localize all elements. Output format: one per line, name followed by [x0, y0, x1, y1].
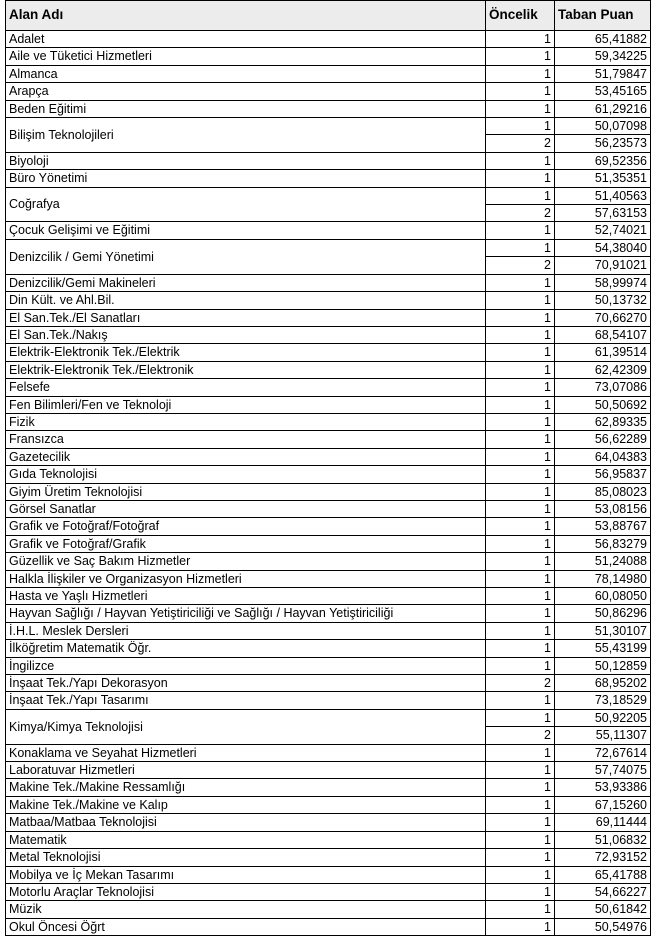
table-row — [6, 570, 651, 587]
header-row — [6, 1, 651, 31]
base-score-cell: 51,06832 — [555, 831, 651, 848]
priority-cell: 1 — [486, 657, 555, 674]
priority-cell: 1 — [486, 413, 555, 430]
table-row — [6, 118, 651, 135]
table-row — [6, 326, 651, 343]
base-score-cell: 58,99974 — [555, 274, 651, 291]
field-name-cell: Fransızca — [6, 431, 486, 448]
priority-cell: 1 — [486, 31, 555, 48]
priority-cell: 1 — [486, 535, 555, 552]
table-row — [6, 361, 651, 378]
table-row — [6, 692, 651, 709]
priority-cell: 1 — [486, 901, 555, 918]
table-row — [6, 605, 651, 622]
field-name-cell: Felsefe — [6, 379, 486, 396]
table-row — [6, 31, 651, 48]
priority-cell: 1 — [486, 344, 555, 361]
priority-cell: 1 — [486, 518, 555, 535]
base-score-cell: 61,29216 — [555, 100, 651, 117]
priority-cell: 2 — [486, 135, 555, 152]
base-score-cell: 50,13732 — [555, 292, 651, 309]
base-score-cell: 55,11307 — [555, 727, 651, 744]
base-score-cell: 72,93152 — [555, 849, 651, 866]
field-name-cell: İnşaat Tek./Yapı Dekorasyon — [6, 675, 486, 692]
base-score-cell: 70,91021 — [555, 257, 651, 274]
priority-cell: 1 — [486, 274, 555, 291]
base-score-cell: 62,89335 — [555, 413, 651, 430]
table-row — [6, 796, 651, 813]
base-score-cell: 52,74021 — [555, 222, 651, 239]
priority-cell: 1 — [486, 361, 555, 378]
field-name-cell: Kimya/Kimya Teknolojisi — [6, 709, 486, 744]
priority-cell: 1 — [486, 692, 555, 709]
priority-cell: 1 — [486, 100, 555, 117]
field-name-cell: Motorlu Araçlar Teknolojisi — [6, 883, 486, 900]
table-row — [6, 901, 651, 918]
field-name-cell: Konaklama ve Seyahat Hizmetleri — [6, 744, 486, 761]
header-priority: Öncelik — [486, 1, 555, 31]
priority-cell: 1 — [486, 831, 555, 848]
base-score-cell: 68,54107 — [555, 326, 651, 343]
table-row — [6, 379, 651, 396]
table-row — [6, 483, 651, 500]
field-name-cell: Denizcilik/Gemi Makineleri — [6, 274, 486, 291]
priority-cell: 1 — [486, 65, 555, 82]
field-name-cell: Aile ve Tüketici Hizmetleri — [6, 48, 486, 65]
field-name-cell: Coğrafya — [6, 187, 486, 222]
field-name-cell: Laboratuvar Hizmetleri — [6, 762, 486, 779]
base-score-cell: 53,93386 — [555, 779, 651, 796]
base-score-cell: 57,74075 — [555, 762, 651, 779]
table-row — [6, 814, 651, 831]
field-name-cell: Elektrik-Elektronik Tek./Elektrik — [6, 344, 486, 361]
priority-cell: 1 — [486, 483, 555, 500]
priority-cell: 2 — [486, 675, 555, 692]
table-row — [6, 500, 651, 517]
priority-cell: 1 — [486, 622, 555, 639]
table-row — [6, 187, 651, 204]
field-name-cell: El San.Tek./El Sanatları — [6, 309, 486, 326]
field-name-cell: Fizik — [6, 413, 486, 430]
priority-cell: 1 — [486, 605, 555, 622]
priority-cell: 1 — [486, 466, 555, 483]
table-row — [6, 866, 651, 883]
base-score-cell: 53,08156 — [555, 500, 651, 517]
table-row — [6, 831, 651, 848]
table-row — [6, 413, 651, 430]
table-row — [6, 222, 651, 239]
field-name-cell: Biyoloji — [6, 152, 486, 169]
field-name-cell: Grafik ve Fotoğraf/Grafik — [6, 535, 486, 552]
field-name-cell: Halkla İlişkiler ve Organizasyon Hizmetleri — [6, 570, 486, 587]
table-row — [6, 535, 651, 552]
base-score-cell: 56,23573 — [555, 135, 651, 152]
table-row — [6, 518, 651, 535]
field-name-cell: Matbaa/Matbaa Teknolojisi — [6, 814, 486, 831]
table-row — [6, 640, 651, 657]
table-row — [6, 448, 651, 465]
base-score-cell: 51,40563 — [555, 187, 651, 204]
table-row — [6, 292, 651, 309]
field-name-cell: Hayvan Sağlığı / Hayvan Yetiştiriciliği ve Sağlığı / Hayvan Yetiştiriciliği — [6, 605, 486, 622]
table-row — [6, 274, 651, 291]
base-score-cell: 53,88767 — [555, 518, 651, 535]
priority-cell: 1 — [486, 170, 555, 187]
priority-cell: 1 — [486, 239, 555, 256]
priority-cell: 1 — [486, 448, 555, 465]
priority-cell: 1 — [486, 500, 555, 517]
base-score-cell: 51,35351 — [555, 170, 651, 187]
base-score-cell: 62,42309 — [555, 361, 651, 378]
priority-cell: 1 — [486, 883, 555, 900]
field-name-cell: El San.Tek./Nakış — [6, 326, 486, 343]
priority-cell: 1 — [486, 326, 555, 343]
field-name-cell: Grafik ve Fotoğraf/Fotoğraf — [6, 518, 486, 535]
field-name-cell: Hasta ve Yaşlı Hizmetleri — [6, 588, 486, 605]
field-name-cell: İ.H.L. Meslek Dersleri — [6, 622, 486, 639]
priority-cell: 1 — [486, 918, 555, 935]
table-row — [6, 396, 651, 413]
table-row — [6, 553, 651, 570]
priority-cell: 1 — [486, 152, 555, 169]
field-name-cell: Bilişim Teknolojileri — [6, 118, 486, 153]
base-score-cell: 55,43199 — [555, 640, 651, 657]
priority-cell: 1 — [486, 187, 555, 204]
header-field-name: Alan Adı — [6, 1, 486, 31]
priority-cell: 1 — [486, 222, 555, 239]
field-name-cell: Elektrik-Elektronik Tek./Elektronik — [6, 361, 486, 378]
field-name-cell: Görsel Sanatlar — [6, 500, 486, 517]
table-row — [6, 48, 651, 65]
table-row — [6, 709, 651, 726]
priority-cell: 1 — [486, 292, 555, 309]
priority-cell: 1 — [486, 866, 555, 883]
field-name-cell: Din Kült. ve Ahl.Bil. — [6, 292, 486, 309]
priority-cell: 1 — [486, 849, 555, 866]
field-name-cell: İlköğretim Matematik Öğr. — [6, 640, 486, 657]
field-name-cell: Fen Bilimleri/Fen ve Teknoloji — [6, 396, 486, 413]
table-row — [6, 170, 651, 187]
priority-cell: 1 — [486, 396, 555, 413]
table-row — [6, 622, 651, 639]
priority-cell: 1 — [486, 48, 555, 65]
base-score-cell: 64,04383 — [555, 448, 651, 465]
table-row — [6, 779, 651, 796]
base-score-cell: 50,50692 — [555, 396, 651, 413]
field-name-cell: Metal Teknolojisi — [6, 849, 486, 866]
field-name-cell: Almanca — [6, 65, 486, 82]
field-name-cell: Arapça — [6, 83, 486, 100]
base-score-cell: 73,07086 — [555, 379, 651, 396]
base-score-cell: 56,95837 — [555, 466, 651, 483]
priority-cell: 1 — [486, 431, 555, 448]
priority-cell: 1 — [486, 814, 555, 831]
priority-cell: 1 — [486, 570, 555, 587]
base-score-cell: 67,15260 — [555, 796, 651, 813]
base-score-cell: 73,18529 — [555, 692, 651, 709]
base-score-cell: 50,61842 — [555, 901, 651, 918]
priority-cell: 1 — [486, 762, 555, 779]
field-name-cell: Büro Yönetimi — [6, 170, 486, 187]
table-row — [6, 83, 651, 100]
base-score-cell: 50,07098 — [555, 118, 651, 135]
table-row — [6, 309, 651, 326]
table-row — [6, 431, 651, 448]
base-score-cell: 69,11444 — [555, 814, 651, 831]
field-name-cell: Matematik — [6, 831, 486, 848]
base-score-cell: 51,24088 — [555, 553, 651, 570]
table-row — [6, 744, 651, 761]
field-name-cell: İngilizce — [6, 657, 486, 674]
base-score-cell: 54,66227 — [555, 883, 651, 900]
priority-cell: 1 — [486, 379, 555, 396]
table-row — [6, 152, 651, 169]
field-name-cell: Makine Tek./Makine ve Kalıp — [6, 796, 486, 813]
table-row — [6, 883, 651, 900]
priority-cell: 1 — [486, 744, 555, 761]
base-score-cell: 59,34225 — [555, 48, 651, 65]
base-score-cell: 85,08023 — [555, 483, 651, 500]
priority-cell: 1 — [486, 553, 555, 570]
table-row — [6, 849, 651, 866]
base-score-cell: 60,08050 — [555, 588, 651, 605]
base-score-cell: 50,92205 — [555, 709, 651, 726]
field-name-cell: Müzik — [6, 901, 486, 918]
table-row — [6, 100, 651, 117]
field-name-cell: Güzellik ve Saç Bakım Hizmetler — [6, 553, 486, 570]
field-name-cell: Gıda Teknolojisi — [6, 466, 486, 483]
table-row — [6, 657, 651, 674]
base-score-cell: 51,79847 — [555, 65, 651, 82]
score-table — [5, 0, 651, 936]
priority-cell: 1 — [486, 640, 555, 657]
base-score-cell: 50,86296 — [555, 605, 651, 622]
priority-cell: 1 — [486, 309, 555, 326]
base-score-cell: 51,30107 — [555, 622, 651, 639]
priority-cell: 1 — [486, 588, 555, 605]
field-name-cell: Gazetecilik — [6, 448, 486, 465]
header-base-score: Taban Puan — [555, 1, 651, 31]
table-row — [6, 239, 651, 256]
priority-cell: 2 — [486, 727, 555, 744]
base-score-cell: 54,38040 — [555, 239, 651, 256]
table-row — [6, 65, 651, 82]
base-score-cell: 72,67614 — [555, 744, 651, 761]
base-score-cell: 65,41882 — [555, 31, 651, 48]
base-score-cell: 68,95202 — [555, 675, 651, 692]
priority-cell: 1 — [486, 118, 555, 135]
base-score-cell: 65,41788 — [555, 866, 651, 883]
field-name-cell: Okul Öncesi Öğrt — [6, 918, 486, 935]
field-name-cell: İnşaat Tek./Yapı Tasarımı — [6, 692, 486, 709]
table-body — [6, 31, 651, 936]
table-row — [6, 762, 651, 779]
field-name-cell: Makine Tek./Makine Ressamlığı — [6, 779, 486, 796]
field-name-cell: Beden Eğitimi — [6, 100, 486, 117]
base-score-cell: 78,14980 — [555, 570, 651, 587]
base-score-cell: 57,63153 — [555, 205, 651, 222]
priority-cell: 1 — [486, 796, 555, 813]
table-row — [6, 675, 651, 692]
priority-cell: 1 — [486, 779, 555, 796]
table-row — [6, 344, 651, 361]
field-name-cell: Mobilya ve İç Mekan Tasarımı — [6, 866, 486, 883]
priority-cell: 2 — [486, 205, 555, 222]
base-score-cell: 50,12859 — [555, 657, 651, 674]
field-name-cell: Denizcilik / Gemi Yönetimi — [6, 239, 486, 274]
base-score-cell: 50,54976 — [555, 918, 651, 935]
field-name-cell: Giyim Üretim Teknolojisi — [6, 483, 486, 500]
base-score-cell: 56,83279 — [555, 535, 651, 552]
base-score-cell: 61,39514 — [555, 344, 651, 361]
table-row — [6, 466, 651, 483]
base-score-cell: 70,66270 — [555, 309, 651, 326]
base-score-cell: 53,45165 — [555, 83, 651, 100]
base-score-cell: 56,62289 — [555, 431, 651, 448]
table-row — [6, 588, 651, 605]
base-score-cell: 69,52356 — [555, 152, 651, 169]
priority-cell: 1 — [486, 83, 555, 100]
priority-cell: 2 — [486, 257, 555, 274]
field-name-cell: Adalet — [6, 31, 486, 48]
table-row — [6, 918, 651, 935]
priority-cell: 1 — [486, 709, 555, 726]
field-name-cell: Çocuk Gelişimi ve Eğitimi — [6, 222, 486, 239]
